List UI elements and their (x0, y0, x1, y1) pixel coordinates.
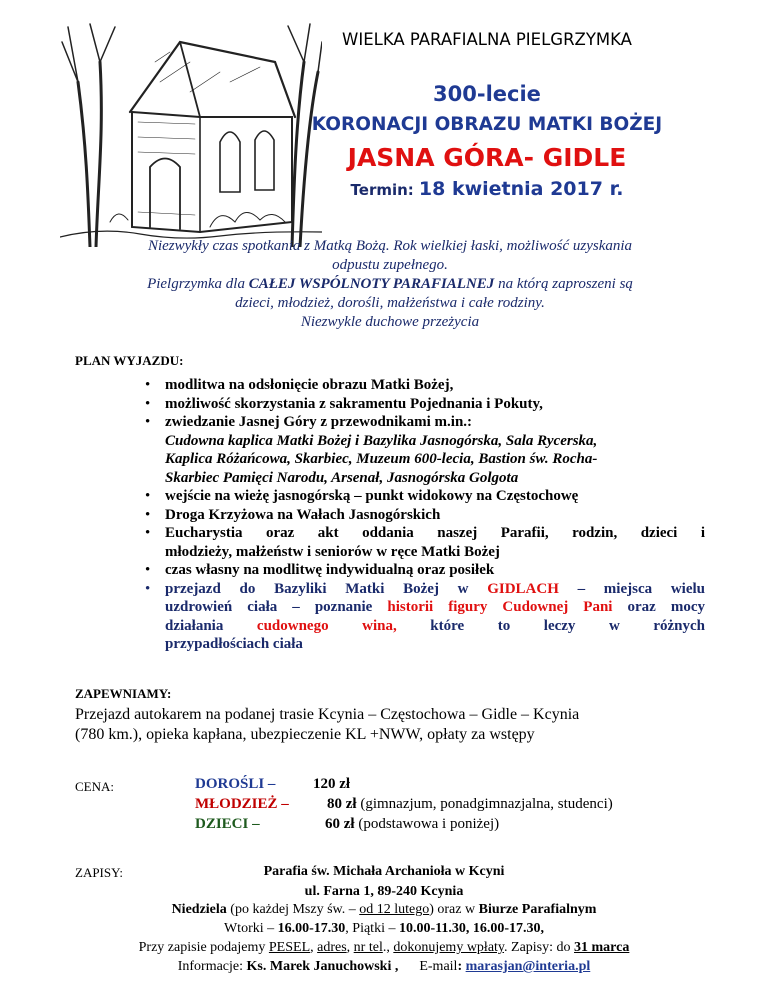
provide-label: ZAPEWNIAMY: (75, 686, 172, 701)
provide-text: Przejazd autokarem na podanej trasie Kcynia – Częstochowa – Gidle – Kcynia (780 km.), opieka kapłana, ubezpieczenie KL +NWW, opłaty za wstępy (75, 706, 580, 743)
miraculous-highlight: cudownego (256, 617, 329, 634)
date-label: Termin: (350, 181, 414, 199)
list-item: • wejście na wieżę jasnogórską – punkt widokowy na Częstochowę (145, 488, 579, 504)
price-adults: DOROŚLI – 120 zł (195, 776, 351, 792)
anniversary-heading: 300-lecie (433, 82, 541, 106)
contact-info: Informacje: Ks. Marek Januchowski , E-mail: marasjan@interia.pl (177, 959, 591, 974)
date-value: 18 kwietnia 2017 r. (418, 178, 624, 200)
destination-heading: JASNA GÓRA- GIDLE (347, 143, 627, 172)
intro-line: Niezwykły czas spotkania z Matką Bożą. Rok wielkiej łaski, możliwość uzyskania (147, 238, 633, 254)
gidle-highlight: GIDLACH (487, 580, 559, 597)
intro-text (70, 237, 710, 332)
list-item: • Eucharystia oraz akt oddania naszej Parafii, rodzin, dzieci i młodzieży, małżeństw i seniorów w ręce Matki Bożej (145, 525, 705, 560)
parish-address: ul. Farna 1, 89-240 Kcynia (304, 884, 464, 899)
office-hours: Wtorki – 16.00-17.30, Piątki – 10.00-11.30, 16.00-17.30, (223, 921, 545, 936)
price-label: CENA: (75, 779, 114, 794)
list-item: • zwiedzanie Jasnej Góry z przewodnikami m.in.: Cudowna kaplica Matki Bożej i Bazylika Jasnogórska, Sala Rycerska, Kaplica Różańcowa, Skarbiec, Muzeum 600-lecia, Bastion św. Rocha- Skarbiec Pamięci Narodu, Arsenał, Jasnogórska Golgota (145, 414, 598, 486)
intro-line: dzieci, młodzież, dorośli, małżeństwa i całe rodziny. (235, 295, 545, 311)
parish-name: Parafia św. Michała Archanioła w Kcyni (263, 864, 505, 879)
intro-line: Niezwykle duchowe przeżycia (300, 314, 480, 330)
registration-label: ZAPISY: (75, 865, 123, 880)
intro-line: Pielgrzymka dla CAŁEJ WSPÓLNOTY PARAFIALNEJ na którą zaproszeni są (147, 276, 633, 292)
list-item: • przejazd do Bazyliki Matki Bożej w GIDLACH – miejsca wielu uzdrowień ciała – poznanie historii figury Cudownej Pani oraz mocy działania cudownego wina, które to leczy w różnych przypadłościach ciała (145, 580, 706, 652)
event-date (292, 178, 682, 200)
deadline: 31 marca (574, 940, 630, 955)
price-kids: DZIECI – 60 zł (podstawowa i poniżej) (195, 816, 500, 832)
whole-community-emphasis: CAŁEJ WSPÓLNOTY PARAFIALNEJ (248, 276, 495, 292)
list-item: • Droga Krzyżowa na Wałach Jasnogórskich (145, 506, 441, 523)
price-youth: MŁODZIEŻ – 80 zł (gimnazjum, ponadgimnazjalna, studenci) (195, 796, 613, 812)
plan-list (145, 376, 705, 654)
email-link[interactable]: marasjan@interia.pl (465, 959, 591, 974)
plan-label: PLAN WYJAZDU: (75, 353, 184, 368)
registration-days: Niedziela (po każdej Mszy św. – od 12 lutego) oraz w Biurze Parafialnym (171, 902, 597, 917)
figure-history-highlight: historii figury Cudownej Pani (387, 599, 613, 615)
registration-requirements: Przy zapisie podajemy PESEL, adres, nr tel., dokonujemy wpłaty. Zapisy: do 31 marca (138, 940, 630, 955)
coronation-heading: KORONACJI OBRAZU MATKI BOŻEJ (311, 114, 663, 135)
list-item: • czas własny na modlitwę indywidualną oraz posiłek (145, 562, 495, 578)
list-item: • możliwość skorzystania z sakramentu Pojednania i Pokuty, (145, 395, 543, 412)
event-title: WIELKA PARAFIALNA PIELGRZYMKA (342, 30, 632, 49)
church-illustration (60, 22, 322, 247)
intro-line: odpustu zupełnego. (332, 257, 448, 273)
list-item: • modlitwa na odsłonięcie obrazu Matki Bożej, (145, 377, 454, 393)
